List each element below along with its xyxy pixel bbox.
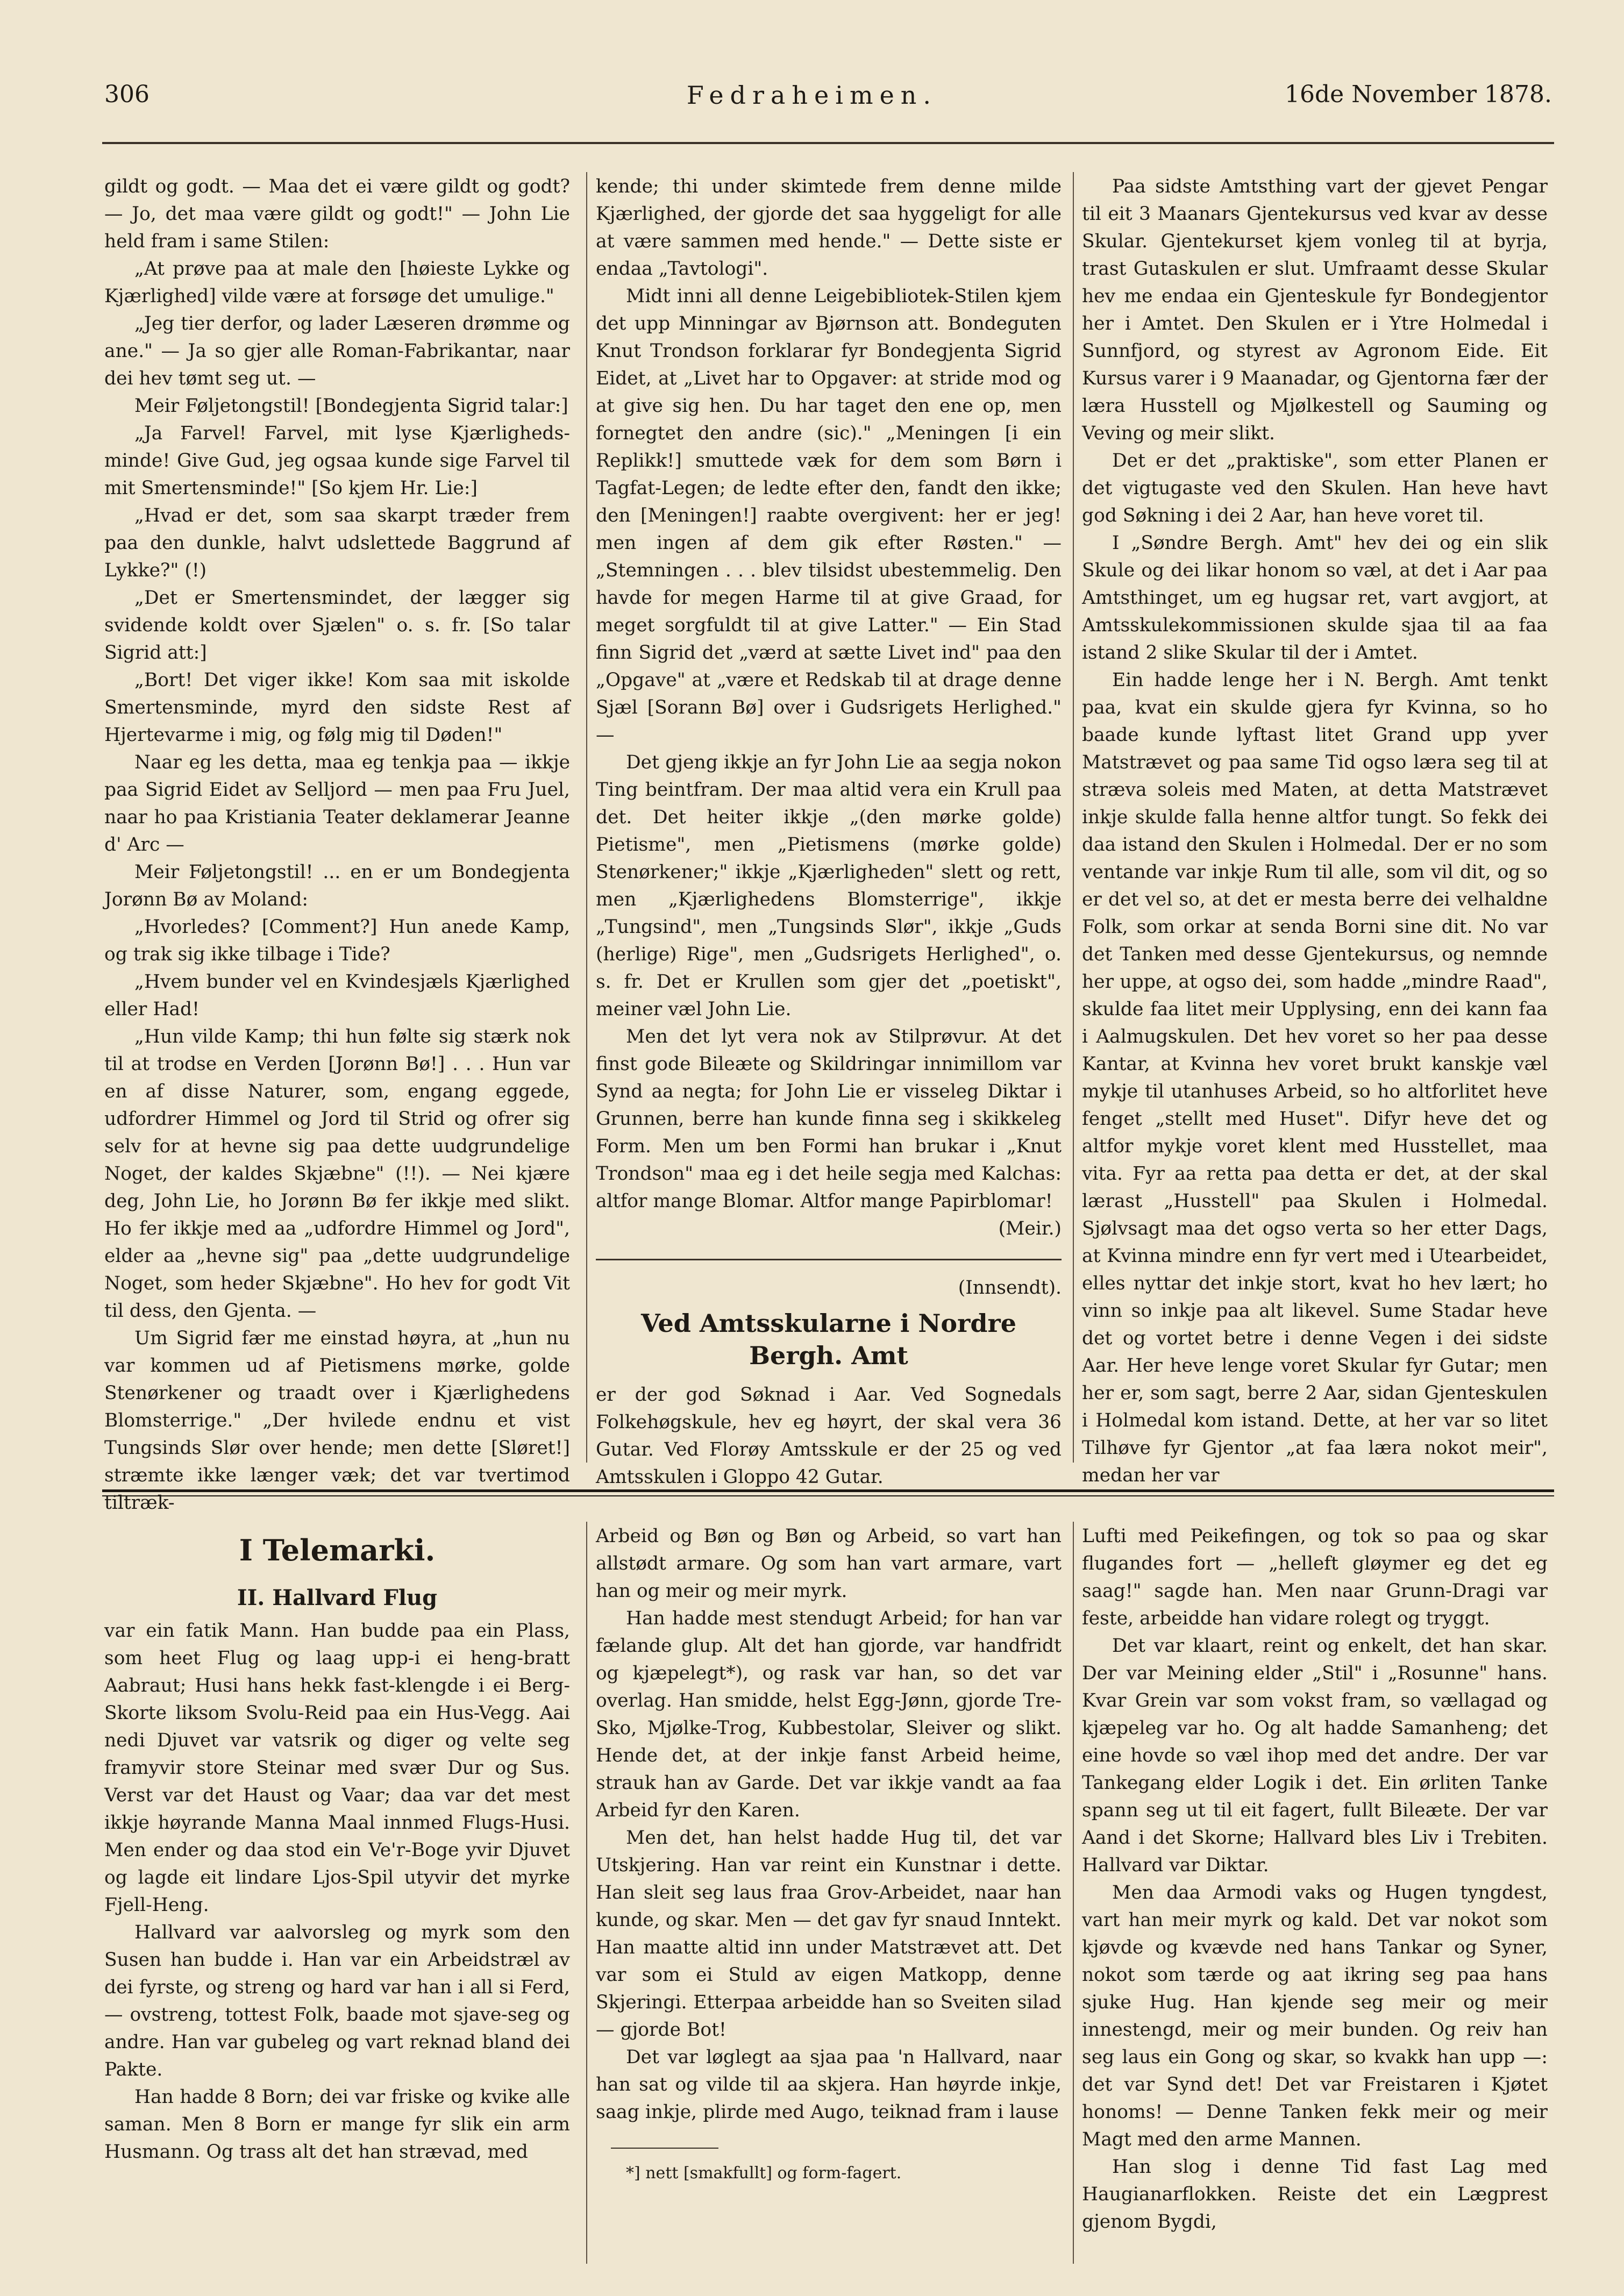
paragraph: „Det er Smertensmindet, der lægger sig svidende koldt over Sjælen" o. s. fr. [So talar Sigrid att:] bbox=[104, 587, 570, 664]
submitted-note: (Innsendt). bbox=[958, 1277, 1062, 1299]
masthead-title: Fedraheimen. bbox=[686, 81, 938, 110]
paragraph: var ein fatik Mann. Han budde paa ein Plass, som heet Flug og laag upp-i ei heng-bratt Aabraut; Husi hans hekk fast-klengde i ei Berg-Skorte liksom Svolu-Reid paa ein Hus-Vegg. Aai nedi Djuvet var vatsrik og diger og velte seg framyvir store Steinar med svær Dur og Sus. Verst var det Haust og Vaar; daa var det mest ikkje høyrande Manna Maal innmed Flugs-Husi. Men ender og daa stod ein Ve'r-Boge yvir Djuvet og lagde eit lindare Ljos-Spil utyvir det myrke Fjell-Heng. bbox=[104, 1620, 570, 1916]
paragraph: Det er det „praktiske", som etter Planen er det vigtugaste ved den Skulen. Han heve havt god Søkning i dei 2 Aar, han heve voret til. bbox=[1082, 450, 1548, 526]
upper-column-1 bbox=[104, 173, 570, 1514]
continued-note: (Meir.) bbox=[998, 1218, 1062, 1239]
paragraph: Arbeid og Bøn og Bøn og Arbeid, so vart han allstødt armare. Og som han vart armare, vart han og meir og meir myrk. bbox=[596, 1525, 1062, 1602]
paragraph: Midt inni all denne Leigebibliotek-Stilen kjem det upp Minningar av Bjørnson att. Bondeguten Knut Trondson forklarar fyr Bondegjenta Sigrid Eidet, at „Livet har to Opgaver: at stride mod og at give sig hen. Du har taget den ene op, men fornegtet den andre (sic)." „Meningen [i ein Replikk!] smuttede væk for dem som Børn i Tagfat-Legen; de ledte efter den, fandt den ikke; den [Meningen!] raabte overgivent: her er jeg! men ingen af dem gik efter Røsten." — „Stemningen . . . blev tilsidst ubestemmelig. Den havde for megen Harme til at give Graad, for meget sorgfuldt til at give Latter." — Ein Stad finn Sigrid det „værd at sætte Livet ind" paa den „Opgave" at „være et Redskab til at drage denne Sjæl [Sorann Bø] over i Gudsrigets Herlighed." — bbox=[596, 286, 1062, 746]
paragraph: Hallvard var aalvorsleg og myrk som den Susen han budde i. Han var ein Arbeidstræl av dei fyrste, og streng og hard var han i all si Ferd, — ovstreng, tottest Folk, baade mot sjave-seg og andre. Han var gubeleg og vart reknad bland dei Pakte. bbox=[104, 1922, 570, 2080]
paragraph: „Bort! Det viger ikke! Kom saa mit iskolde Smertensminde, myrd den sidste Rest af Hjertevarme i mig, og følg mig til Døden!" bbox=[104, 669, 570, 746]
paragraph: „Ja Farvel! Farvel, mit lyse Kjærligheds-minde! Give Gud, jeg ogsaa kunde sige Farvel til mit Smertensminde!" [So kjem Hr. Lie:] bbox=[104, 423, 570, 499]
paragraph: Naar eg les detta, maa eg tenkja paa — ikkje paa Sigrid Eidet av Selljord — men paa Fru Juel, naar ho paa Kristiania Teater deklamerar Jeanne d' Arc — bbox=[104, 752, 570, 855]
paragraph: Meir Føljetongstil! [Bondegjenta Sigrid talar:] bbox=[134, 395, 568, 417]
article-subheading: II. Hallvard Flug bbox=[237, 1585, 438, 1610]
lower-column-2 bbox=[596, 1523, 1062, 2276]
column-divider bbox=[586, 1522, 587, 2264]
paragraph: Han slog i denne Tid fast Lag med Haugianarflokken. Reiste det ein Lægprest gjenom Bygdi, bbox=[1082, 2156, 1548, 2233]
section-rule bbox=[596, 1259, 1062, 1260]
paragraph: Han hadde 8 Born; dei var friske og kvike alle saman. Men 8 Born er mange fyr slik ein arm Husmann. Og trass alt det han strævad, med bbox=[104, 2086, 570, 2163]
section-divider-rule bbox=[102, 1489, 1554, 1496]
paragraph: „Hvem bunder vel en Kvindesjæls Kjærlighed eller Had! bbox=[104, 971, 570, 1020]
upper-column-3 bbox=[1082, 173, 1548, 1486]
footnote: *] nett [smakfullt] og form-fagert. bbox=[626, 2164, 902, 2183]
paragraph: Men daa Armodi vaks og Hugen tyngdest, vart han meir myrk og kald. Det var nokot som kjøvde og kvævde ned hans Tankar og Syner, nokot som tærde og aat ikring seg paa hans sjuke Hug. Han kjende seg meir og meir innestengd, meir og meir bunden. Og reiv han seg laus ein Gong og skar, so kvakk han upp —: det var Synd det! Det var Freistaren i Kjøtet honoms! — Denne Tanken fekk meir og meir Magt med den arme Mannen. bbox=[1082, 1882, 1548, 2150]
paragraph: Lufti med Peikefingen, og tok so paa og skar flugandes fort — „helleft gløymer eg det eg saag!" sagde han. Men naar Grunn-Dragi var feste, arbeidde han vidare rolegt og tryggt. bbox=[1082, 1525, 1548, 1629]
paragraph: Um Sigrid fær me einstad høyra, at „hun nu var kommen ud af Pietismens mørke, golde Stenørkener og traadt over i Kjærlighedens Blomsterrige." „Der hvilede endnu et vist Tungsinds Slør over hende; men dette [Sløret!] stræmte ikke længer væk; det var tvertimod tiltræk- bbox=[104, 1328, 570, 1514]
paragraph: „Jeg tier derfor, og lader Læseren drømme og ane." — Ja so gjer alle Roman-Fabrikantar, naar dei hev tømt seg ut. — bbox=[104, 313, 570, 389]
paragraph: Det var løglegt aa sjaa paa 'n Hallvard, naar han sat og vilde til aa skjera. Han høyrde inkje, saag inkje, plirde med Augo, teiknad fram i lause bbox=[596, 2047, 1062, 2123]
paragraph: er der god Søknad i Aar. Ved Sognedals Folkehøgskule, hev eg høyrt, der skal vera 36 Gutar. Ved Florøy Amtsskule er der 25 og ved Amtsskulen i Gloppo 42 Gutar. bbox=[596, 1384, 1062, 1488]
upper-column-2 bbox=[596, 173, 1062, 1488]
paragraph: Det var klaart, reint og enkelt, det han skar. Der var Meining elder „Stil" i „Rosunne" hans. Kvar Grein var som vokst fram, so vællagad og kjæpeleg var ho. Og alt hadde Samanheng; det eine hovde so væl ihop med det andre. Der var Tankegang elder Logik i det. Ein ørliten Tanke spann seg ut til eit fagert, fullt Bileæte. Der var Aand i det Skorne; Hallvard bles Liv i Trebiten. Hallvard var Diktar. bbox=[1082, 1635, 1548, 1876]
column-divider bbox=[1073, 1522, 1074, 2264]
paragraph: Han hadde mest stendugt Arbeid; for han var fælande glup. Alt det han gjorde, var handfridt og kjæpelegt*), og rask var han, so det var overlag. Han smidde, helst Egg-Jønn, gjorde Tre-Sko, Mjølke-Trog, Kubbestolar, Sleiver og slikt. Hende det, at der inkje fanst Arbeid heime, strauk han av Garde. Det var ikkje vandt aa faa Arbeid fyr den Karen. bbox=[596, 1608, 1062, 1821]
article-heading: Ved Amtsskularne i Nordre Bergh. Amt bbox=[641, 1309, 1016, 1370]
column-divider bbox=[586, 172, 587, 1463]
header-rule bbox=[102, 142, 1554, 144]
paragraph: I „Søndre Bergh. Amt" hev dei og ein slik Skule og dei likar honom so væl, at det i Aar paa Amtsthinget, um eg hugsar ret, vart avgjort, at Amtsskulekommissionen skulde sjaa til aa faa istand 2 slike Skular til der i Amtet. bbox=[1082, 532, 1548, 664]
paragraph: kende; thi under skimtede frem denne milde Kjærlighed, der gjorde det saa hyggeligt for alle at være sammen med hende." — Dette siste er endaa „Tavtologi". bbox=[596, 176, 1062, 280]
paragraph: Meir Føljetongstil! ... en er um Bondegjenta Jorønn Bø av Moland: bbox=[104, 861, 570, 910]
paragraph: „Hvorledes? [Comment?] Hun anede Kamp, og trak sig ikke tilbage i Tide? bbox=[104, 916, 570, 965]
paragraph: „Hvad er det, som saa skarpt træder frem paa den dunkle, halvt udslettede Baggrund af Lykke?" (!) bbox=[104, 505, 570, 581]
paragraph: Men det lyt vera nok av Stilprøvur. At det finst gode Bileæte og Skildringar innimillom var Synd aa negta; for John Lie er visseleg Diktar i Grunnen, berre han kunde finna seg i skikkeleg Form. Men um ben Formi han brukar i „Knut Trondson" maa eg i det heile segja med Kalchas: altfor mange Blomar. Altfor mange Papirblomar! bbox=[596, 1026, 1062, 1212]
paragraph: Det gjeng ikkje an fyr John Lie aa segja nokon Ting beintfram. Der maa altid vera ein Krull paa det. Det heiter ikkje „(den mørke golde) Pietisme", men „Pietismens (mørke golde) Stenørkener;" ikkje „Kjærligheden" slett og rett, men „Kjærlighedens Blomsterrige", ikkje „Tungsind", men „Tungsinds Slør", ikkje „Guds (herlige) Rige", men „Gudsrigets Herlighed", o. s. fr. Det er Krullen som gjer det „poetiskt", meiner væl John Lie. bbox=[596, 752, 1062, 1020]
issue-date: 16de November 1878. bbox=[1285, 81, 1552, 108]
page-number: 306 bbox=[104, 81, 149, 108]
paragraph: gildt og godt. — Maa det ei være gildt og godt? — Jo, det maa være gildt og godt!" — John Lie held fram i same Stilen: bbox=[104, 176, 570, 252]
lower-column-1 bbox=[104, 1511, 570, 2274]
paragraph: „Hun vilde Kamp; thi hun følte sig stærk nok til at trodse en Verden [Jorønn Bø!] . . . Hun var en af disse Naturer, som, engang eggede, udfordrer Himmel og Jord til Strid og ofrer sig selv for at hevne sig paa dette uudgrundelige Noget, der kaldes Skjæbne" (!!). — Nei kjære deg, John Lie, ho Jorønn Bø fer ikkje med slikt. Ho fer ikkje med aa „udfordre Himmel og Jord", elder aa „hevne sig" paa „dette uudgrundelige Noget, som heder Skjæbne". Ho hev for godt Vit til dess, den Gjenta. — bbox=[104, 1026, 570, 1322]
paragraph: Men det, han helst hadde Hug til, det var Utskjering. Han var reint ein Kunstnar i dette. Han sleit seg laus fraa Grov-Arbeidet, naar han kunde, og skar. Men — det gav fyr snaud Inntekt. Han maatte altid inn under Matstrævet att. Det var som ei Stuld av eigen Matkopp, denne Skjeringi. Etterpaa arbeidde han so Sveiten silad — gjorde Bot! bbox=[596, 1827, 1062, 2041]
paragraph: Ein hadde lenge her i N. Bergh. Amt tenkt paa, kvat ein skulde gjera fyr Kvinna, so ho baade kunde lyftast litet Grand upp yver Matstrævet og paa same Tid ogso læra seg til at stræva soleis med Maten, at detta Matstrævet inkje skulde falla henne altfor tungt. So fekk dei daa istand den Skulen i Holmedal. Der er no som ventande var inkje Rum til alle, som vil dit, og so er det vel so, at det er mesta berre dei velhaldne Folk, som orkar at senda Borni sine dit. No var det Tanken med desse Gjentekursus, og nemnde her uppe, at ogso dei, som hadde „mindre Raad", skulde faa litet meir Upplysing, enn dei kann faa i Aalmugskulen. Det hev voret so her paa desse Kantar, at Kvinna hev voret brukt kanskje væl mykje til utanhuses Arbeid, so ho altforlitet heve fenget „stellt med Huset". Difyr heve det og altfor mykje voret klent med Husstellet, maa vita. Fyr aa retta paa detta er det, at der skal lærast „Husstell" paa Skulen i Holmedal. Sjølvsagt maa det ogso verta so her etter Dags, at Kvinna mindre enn fyr vert med i Utearbeidet, elles nyttar det inkje stort, kvat ho hev lært; ho vinn so inkje paa alt likevel. Sume Stadar heve det og vortet betre i denne Vegen i dei sidste Aar. Her heve lenge voret Skular fyr Gutar; men her er, som sagt, berre 2 Aar, sidan Gjenteskulen i Holmedal kom istand. Dette, at her var so litet Tilhøve fyr Gjentor „at faa læra nokot meir", medan her var bbox=[1082, 669, 1548, 1486]
article-heading: I Telemarki. bbox=[239, 1533, 436, 1567]
footnote-rule bbox=[611, 2148, 718, 2149]
lower-column-3 bbox=[1082, 1523, 1548, 2276]
paragraph: „At prøve paa at male den [høieste Lykke og Kjærlighed] vilde være at forsøge det umulige." bbox=[104, 258, 570, 307]
paragraph: Paa sidste Amtsthing vart der gjevet Pengar til eit 3 Maanars Gjentekursus ved kvar av desse Skular. Gjentekurset kjem vonleg til at byrja, trast Gutaskulen er slut. Umfraamt desse Skular hev me endaa ein Gjenteskule fyr Bondegjentor her i Amtet. Den Skulen er i Ytre Holmedal i Sunnfjord, og styrest av Agronom Eide. Eit Kursus varer i 9 Maanadar, og Gjentorna fær der læra Husstell og Mjølkestell og Sauming og Veving og meir slikt. bbox=[1082, 176, 1548, 444]
column-divider bbox=[1073, 172, 1074, 1463]
